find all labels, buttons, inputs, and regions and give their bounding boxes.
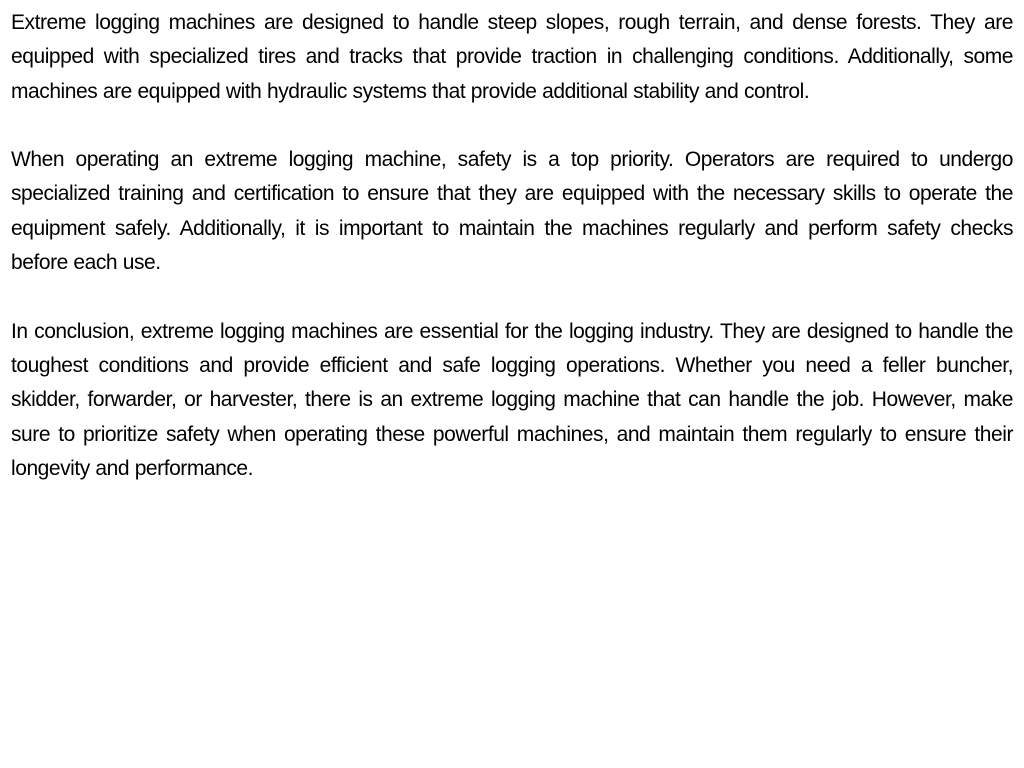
paragraph-conclusion: In conclusion, extreme logging machines are essential for the logging industry. They are designed to handle the toughest conditions and provide efficient and safe logging operations. Whether you need a feller buncher, skidder, forwarder, or harvester, there is an extreme logging machine that can handle the job. However, make sure to prioritize safety when operating these powerful machines, and maintain them regularly to ensure their longevity and performance.	[11, 319, 1013, 480]
paragraph-operating-safety: When operating an extreme logging machine, safety is a top priority. Operators are required to undergo specialized training and certification to ensure that they are equipped with the necessary skills to operate the equipment safely. Additionally, it is important to maintain the machines regularly and perform safety checks before each use.	[11, 148, 1013, 275]
paragraph-terrain-capabilities: Extreme logging machines are designed to handle steep slopes, rough terrain, and dense forests. They are equipped with specialized tires and tracks that provide traction in challenging conditions. Additionally, some machines are equipped with hydraulic systems that provide additional stability and control.	[11, 11, 1013, 103]
